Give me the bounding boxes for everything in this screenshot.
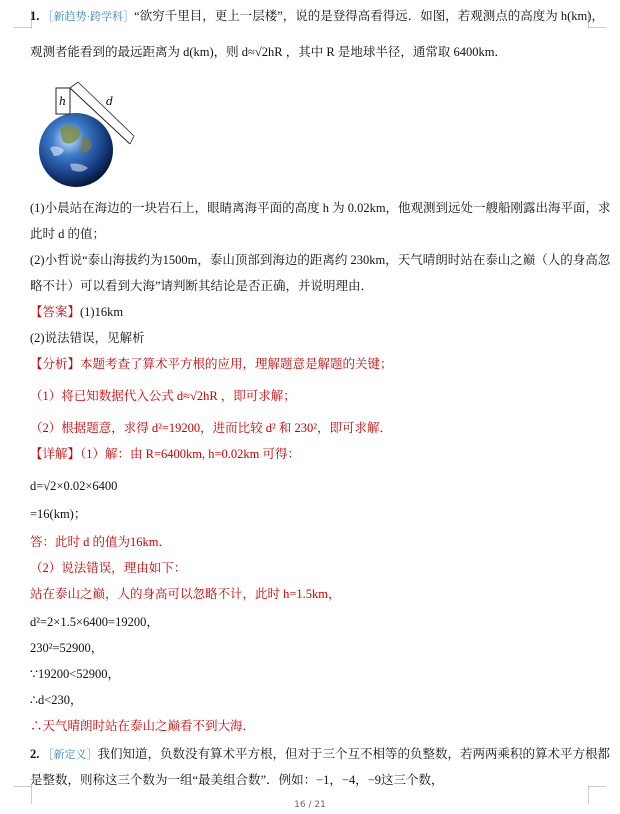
earth-figure bbox=[30, 78, 140, 188]
answer-statement: 答：此时 d 的值为16km． bbox=[30, 535, 171, 549]
question-text-line: 我们知道，负数没有算术平方根，但对于三个互不相等的负整数，若两两乘积的算术平方根都 bbox=[97, 747, 611, 761]
equation-line: ∴d<230， bbox=[30, 693, 83, 707]
figure-label-d: d bbox=[106, 95, 114, 108]
answer-1: (1)16km bbox=[80, 305, 124, 319]
solution-step-1: （1）解：由 R=6400km, h=0.02km 可得： bbox=[80, 447, 301, 461]
question-text-line: “欲穷千里目，更上一层楼”，说的是登得高看得远．如图，若观测点的高度为 h(km)， bbox=[134, 9, 604, 23]
question-text-line: 观测者能看到的最远距离为 d(km)，则 d≈√2hR ，其中 R 是地球半径，通常取 6400km． bbox=[30, 45, 507, 59]
sub-question-2: (2)小哲说“泰山海拔约为1500m，泰山顶部到海边的距离约 230km，天气晴朗时站在泰山之巅（人的身高忽 bbox=[30, 253, 611, 267]
equation-line: d=√2×0.02×6400 bbox=[30, 479, 118, 493]
analysis-step-1: （1）将已知数据代入公式 d≈√2hR ，即可求解； bbox=[30, 389, 296, 403]
figure-label-h: h bbox=[59, 95, 67, 108]
analysis-text: 本题考查了算术平方根的应用，理解题意是解题的关键； bbox=[80, 357, 393, 371]
solution-reason: 站在泰山之巅，人的身高可以忽略不计，此时 h=1.5km， bbox=[30, 587, 341, 601]
question-number: 1. bbox=[30, 9, 40, 23]
analysis-label: 【分析】 bbox=[30, 357, 81, 371]
answer-2: (2)说法错误，见解析 bbox=[30, 331, 145, 345]
earth-icon bbox=[39, 113, 113, 187]
page-number: 16 / 21 bbox=[294, 800, 326, 810]
solution-label: 【详解】 bbox=[30, 447, 81, 461]
sub-question-2-cont: 略不计）可以看到大海”请判断其结论是否正确，并说明理由． bbox=[30, 279, 374, 293]
solution-step-2: （2）说法错误，理由如下： bbox=[30, 561, 187, 575]
sub-question-1: (1)小晨站在海边的一块岩石上，眼睛离海平面的高度 h 为 0.02km，他观测到远处一艘船刚露出海平面，求 bbox=[30, 201, 611, 215]
question-number: 2. bbox=[30, 747, 40, 761]
question-tag: ［新定义］ bbox=[42, 749, 98, 761]
equation-line: d²=2×1.5×6400=19200， bbox=[30, 615, 159, 629]
question-tag: ［新趋势·跨学科］ bbox=[42, 11, 135, 23]
equation-line: 230²=52900， bbox=[30, 641, 104, 655]
conclusion: ∴天气晴朗时站在泰山之巅看不到大海． bbox=[30, 719, 256, 733]
analysis-step-2: （2）根据题意，求得 d²=19200，进而比较 d² 和 230²，即可求解． bbox=[30, 421, 393, 435]
equation-line: ∵19200<52900， bbox=[30, 667, 121, 681]
equation-line: =16(km)； bbox=[30, 507, 87, 521]
answer-label: 【答案】 bbox=[30, 305, 81, 319]
sub-question-1-cont: 此时 d 的值； bbox=[30, 227, 106, 241]
question-text-line: 是整数，则称这三个数为一组“最美组合数”．例如：−1，−4，−9这三个数， bbox=[30, 773, 444, 787]
